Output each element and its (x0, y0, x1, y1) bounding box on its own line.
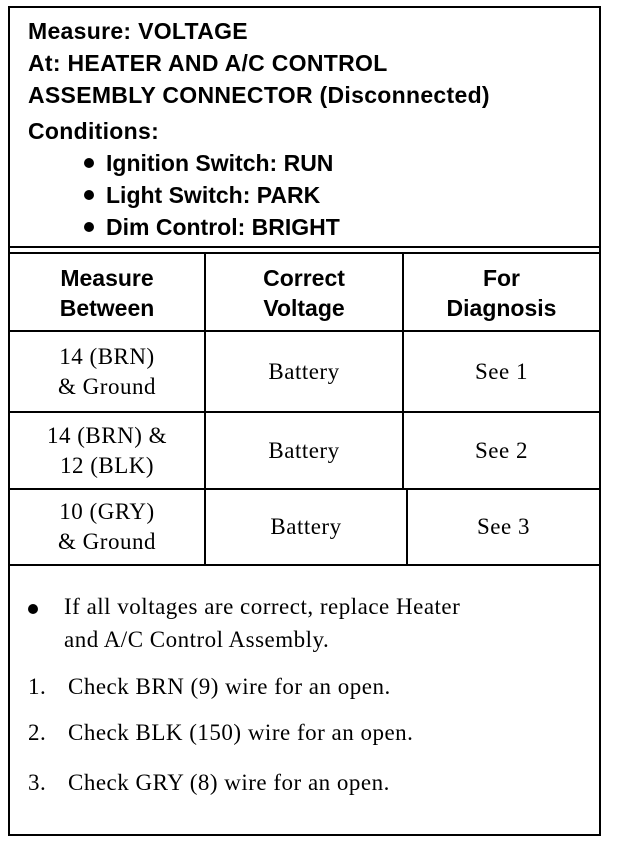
conditions-label: Conditions: (28, 118, 160, 144)
bullet-icon (84, 158, 94, 168)
condition-text: Light Switch: PARK (106, 182, 321, 208)
at-line-1: At: HEATER AND A/C CONTROL (28, 50, 388, 76)
measure-line: Measure: VOLTAGE (28, 18, 248, 44)
cell-line: 10 (GRY) (59, 499, 155, 524)
step-text: Check GRY (8) wire for an open. (68, 770, 390, 795)
table-cell-diagnosis: See 2 (475, 437, 528, 463)
cell-line: & Ground (58, 373, 156, 399)
table-cell-between (10, 413, 204, 488)
cell-line: 12 (BLK) (59, 452, 155, 478)
note-bullet-icon (28, 604, 38, 614)
note-line: If all voltages are correct, replace Heater (64, 594, 461, 619)
note-bullet-text (64, 590, 460, 656)
table-cell-voltage: Battery (268, 437, 340, 463)
column-header-line: Diagnosis (446, 295, 557, 321)
column-header-line: For (482, 265, 521, 291)
header-divider-bottom (10, 252, 599, 254)
table-cell-diagnosis: See 3 (477, 514, 530, 539)
condition-item (84, 214, 340, 241)
column-header-line: Voltage (263, 295, 345, 321)
step-number: 1. (28, 674, 47, 699)
step-text: Check BLK (150) wire for an open. (68, 720, 414, 745)
column-header-line: Between (59, 295, 155, 321)
table-cell-diagnosis: See 1 (475, 358, 528, 384)
column-header-line: Measure (60, 265, 154, 291)
column-header-correct-voltage (206, 256, 402, 330)
cell-line: 14 (BRN) (59, 343, 155, 369)
table-cell-voltage: Battery (268, 358, 340, 384)
table-cell-between (10, 332, 204, 411)
table-bottom-rule (10, 564, 599, 566)
header-divider-top (10, 246, 599, 248)
chart-header (10, 8, 599, 248)
condition-text: Ignition Switch: RUN (106, 150, 334, 176)
column-header-line: Correct (263, 265, 345, 291)
at-line-2: ASSEMBLY CONNECTOR (Disconnected) (28, 82, 490, 108)
table-cell-between (10, 490, 204, 564)
condition-item (84, 182, 320, 209)
note-line: and A/C Control Assembly. (64, 627, 330, 652)
table-cell-voltage: Battery (270, 514, 342, 539)
condition-text: Dim Control: BRIGHT (106, 214, 340, 240)
step-text: Check BRN (9) wire for an open. (68, 674, 391, 699)
bullet-icon (84, 222, 94, 232)
cell-line: 14 (BRN) & (47, 422, 167, 448)
column-header-for-diagnosis (404, 256, 599, 330)
column-header-measure-between (10, 256, 204, 330)
diagnostic-chart (8, 6, 601, 836)
cell-line: & Ground (58, 529, 156, 554)
step-number: 2. (28, 720, 47, 745)
condition-item (84, 150, 333, 177)
step-number: 3. (28, 770, 47, 795)
bullet-icon (84, 190, 94, 200)
